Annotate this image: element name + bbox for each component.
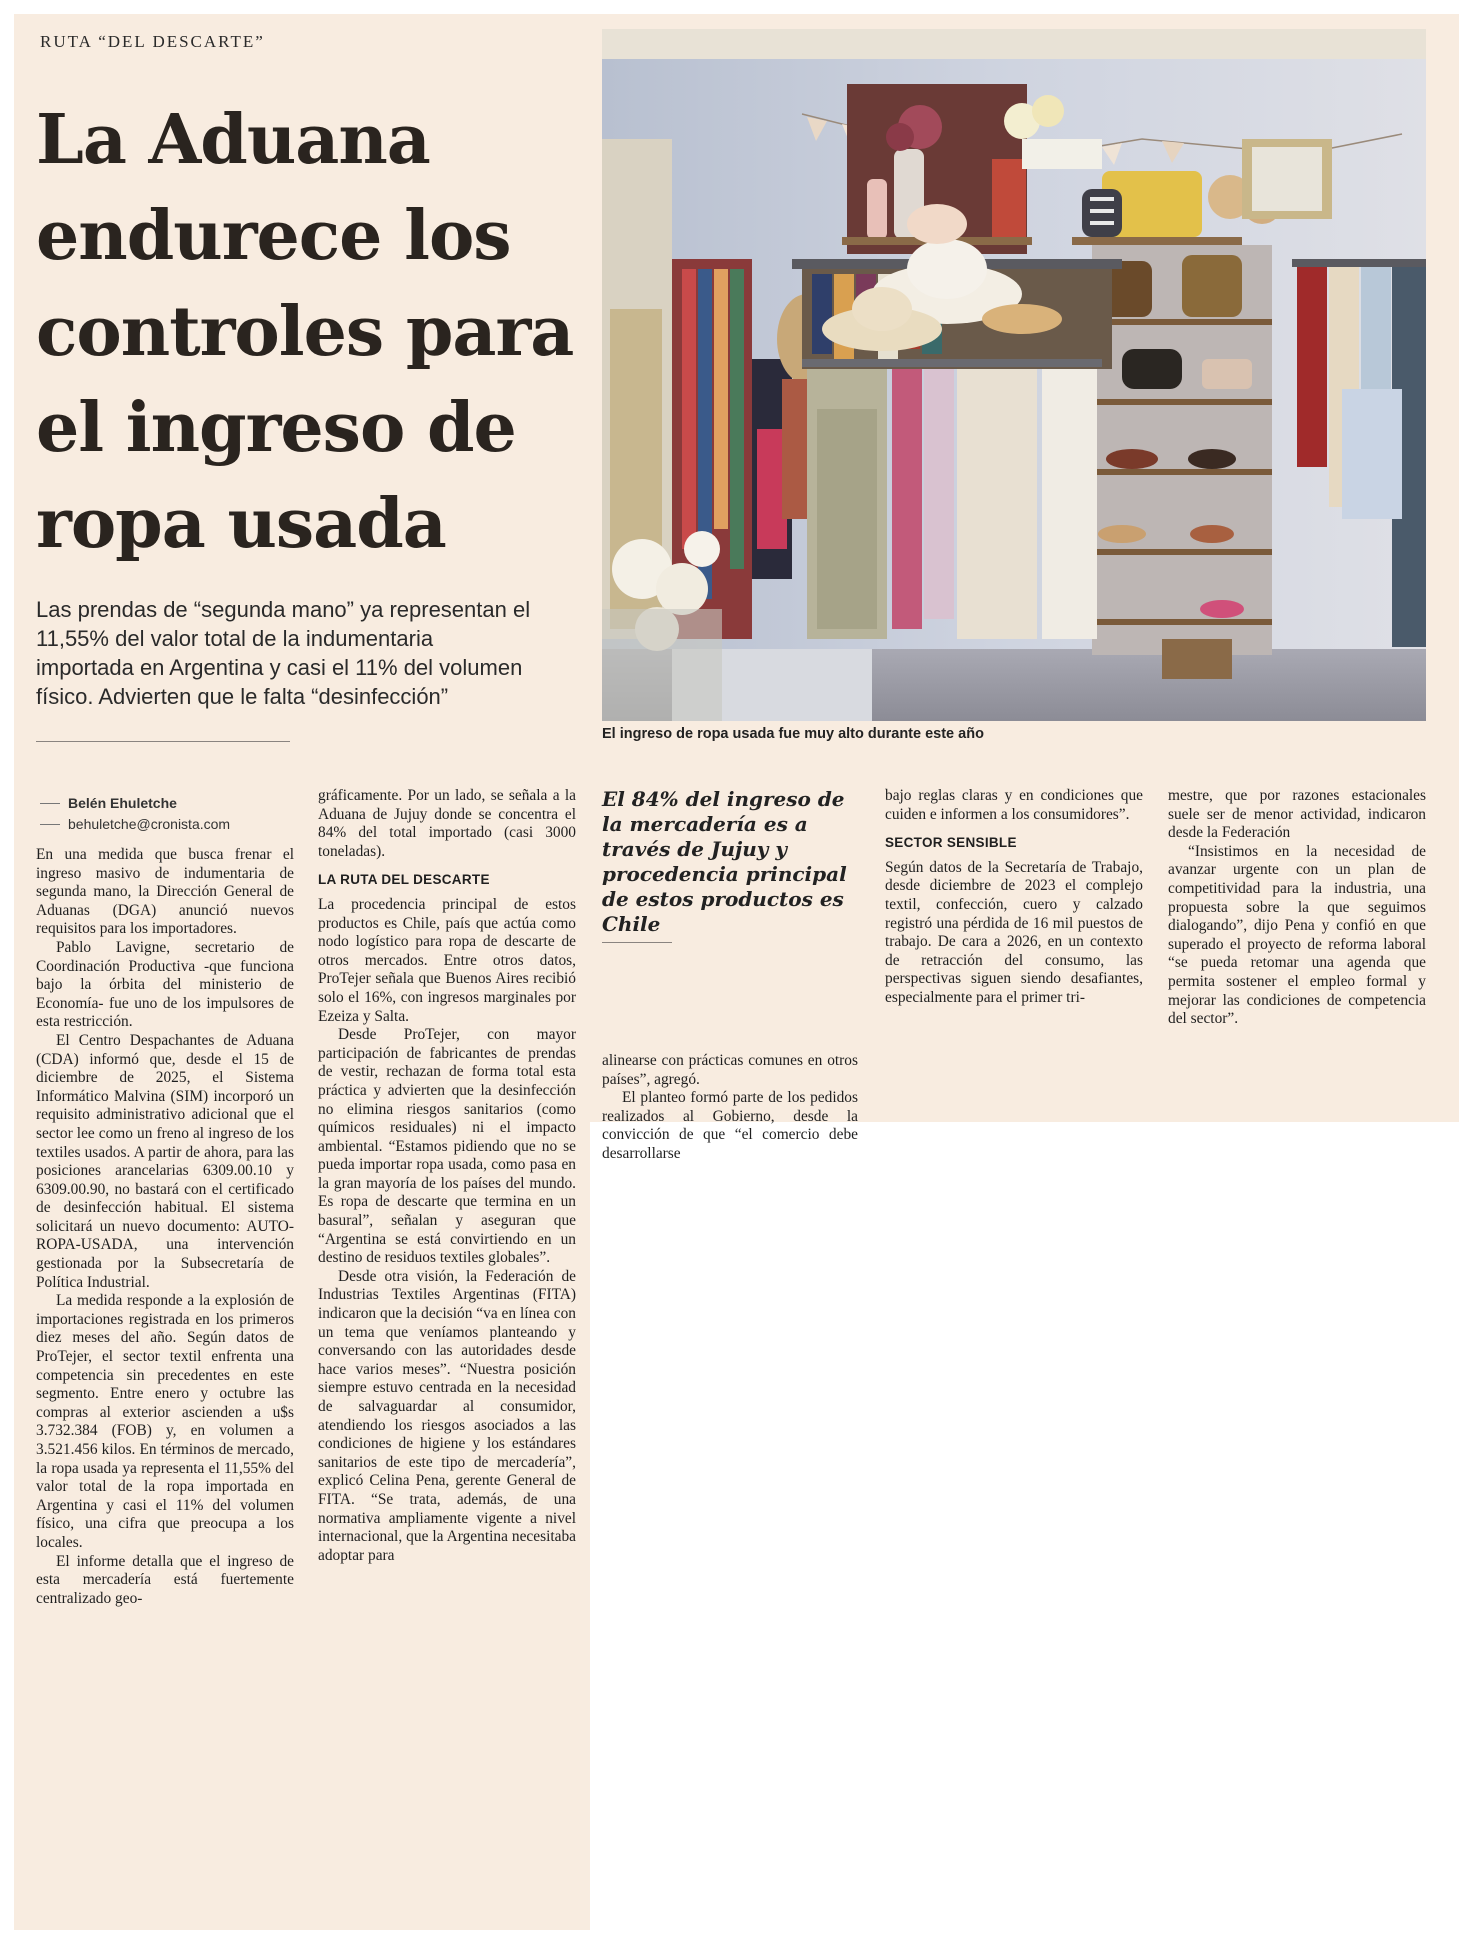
paragraph: mestre, que por razones estacionales suele ser de menor actividad, indicaron desde la Federación <box>1168 787 1426 842</box>
headline: La Aduana endurece los controles para el ingreso de ropa usada <box>36 100 574 564</box>
article-column-5 <box>1168 787 1426 1029</box>
paragraph: Desde otra visión, la Federación de Industrias Textiles Argentinas (FITA) indicaron que la decisión “va en línea con un tema que veníamos planteando y conversando con las autoridades desde hace varios meses”. “Nuestra posición siempre estuvo centrada en la necesidad de salvaguardar al consumidor, atendiendo los riesgos asociados a las condiciones de higiene y los estándares sanitarios de este tipo de mercadería”, explicó Celina Pena, gerente General de FITA. “Se trata, además, de una normativa ampliamente vigente a nivel internacional, que la Argentina necesitaba adoptar para <box>318 1267 576 1564</box>
paragraph: En una medida que busca frenar el ingreso masivo de indumentaria de segunda mano, la Dirección General de Aduanas (DGA) anunció nuevos requisitos para los importadores. <box>36 846 294 938</box>
byline-dash <box>40 803 60 804</box>
paragraph: bajo reglas claras y en condiciones que cuiden e informen a los consumidores”. <box>885 787 1143 823</box>
article-column-4 <box>885 787 1143 1008</box>
article-column-1 <box>36 846 294 1608</box>
subhead-divider <box>36 741 290 742</box>
photo-caption: El ingreso de ropa usada fue muy alto durante este año <box>602 726 984 742</box>
clothing-store-image <box>602 29 1426 721</box>
paragraph: alinearse con prácticas comunes en otros países”, agregó. <box>602 1052 858 1088</box>
paragraph: El planteo formó parte de los pedidos realizados al Gobierno, desde la convicción de que “el comercio debe desarrollarse <box>602 1089 858 1162</box>
paragraph: La medida responde a la explosión de importaciones registrada en los primeros diez meses del año. Según datos de ProTejer, el sector textil enfrenta una competencia sin precedentes en este segmento. Entre enero y octubre las compras al exterior ascienden a u$s 3.732.384 (FOB) y, en volumen a 3.521.456 kilos. En términos de mercado, la ropa usada ya representa el 11,55% del valor total de la ropa importada en Argentina y casi el 11% del volumen físico, una cifra que preocupa a los locales. <box>36 1292 294 1551</box>
author-name: Belén Ehuletche <box>68 795 177 811</box>
store-photo <box>602 29 1426 721</box>
paragraph: La procedencia principal de estos productos es Chile, país que actúa como nodo logístico para ropa de descarte de otros mercados. Entre otros datos, ProTejer señala que Buenos Aires recibió solo el 16%, con ingresos marginales por Ezeiza y Salta. <box>318 895 576 1025</box>
article-column-3 <box>602 1052 858 1164</box>
paragraph: El informe detalla que el ingreso de esta mercadería está fuertemente centralizado geo- <box>36 1552 294 1607</box>
paragraph: Pablo Lavigne, secretario de Coordinación Productiva -que funciona bajo la órbita del ministerio de Economía- fue uno de los impulsores de esta restricción. <box>36 938 294 1031</box>
section-heading-ruta: LA RUTA DEL DESCARTE <box>318 872 490 888</box>
paragraph: “Insistimos en la necesidad de avanzar urgente con un plan de competitividad para la industria, una propuesta sobre la que seguimos dialogando”, dijo Pena y confió en que superado el proyecto de reforma laboral “se pueda retomar una agenda que permita sostener el empleo formal y mejorar las condiciones de competencia del sector”. <box>1168 842 1426 1028</box>
article-column-2 <box>318 787 576 1565</box>
pull-quote: El 84% del ingreso de la mercadería es a través de Jujuy y procedencia principal de estos productos es Chile <box>602 787 847 936</box>
paragraph: gráficamente. Por un lado, se señala a la Aduana de Jujuy donde se concentra el 84% del total importado (casi 3000 toneladas). <box>318 787 576 860</box>
section-heading-sector: SECTOR SENSIBLE <box>885 835 1017 851</box>
paragraph: El Centro Despachantes de Aduana (CDA) informó que, desde el 15 de diciembre de 2025, el Sistema Informático Malvina (SIM) incorporó un requisito administrativo adicional que el sector lee como un freno al ingreso de los textiles usados. A partir de ahora, para las posiciones arancelarias 6309.00.10 y 6309.00.90, no bastará con el certificado de desinfección habitual. El sistema solicitará un nuevo documento: AUTO-ROPA-USADA, una intervención gestionada por la Subsecretaría de Política Industrial. <box>36 1031 294 1291</box>
subheadline: Las prendas de “segunda mano” ya representan el 11,55% del valor total de la indumentaria importada en Argentina y casi el 11% del volumen físico. Advierten que le falta “desinfección” <box>36 597 531 709</box>
paragraph: Desde ProTejer, con mayor participación de fabricantes de prendas de vestir, rechazan de forma total esta práctica y advierten que la desinfección no elimina riesgos sanitarios (como químicos residuales) ni el impacto ambiental. “Estamos pidiendo que no se pueda importar ropa usada, como pasa en la gran mayoría de los países del mundo. Es ropa de descarte que termina en un basural”, señalan y aseguran que “Argentina se está convirtiendo en un destino de residuos textiles globales”. <box>318 1026 576 1267</box>
pull-quote-divider <box>602 942 672 943</box>
byline-dash <box>40 824 60 825</box>
section-kicker: RUTA “DEL DESCARTE” <box>40 32 265 51</box>
author-email: behuletche@cronista.com <box>68 816 231 832</box>
byline <box>40 793 230 835</box>
paragraph: Según datos de la Secretaría de Trabajo, desde diciembre de 2023 el complejo textil, confección, cuero y calzado registró una pérdida de 16 mil puestos de trabajo. De cara a 2026, en un contexto de retracción del consumo, las perspectivas siguen siendo desafiantes, especialmente para el primer tri- <box>885 858 1143 1006</box>
